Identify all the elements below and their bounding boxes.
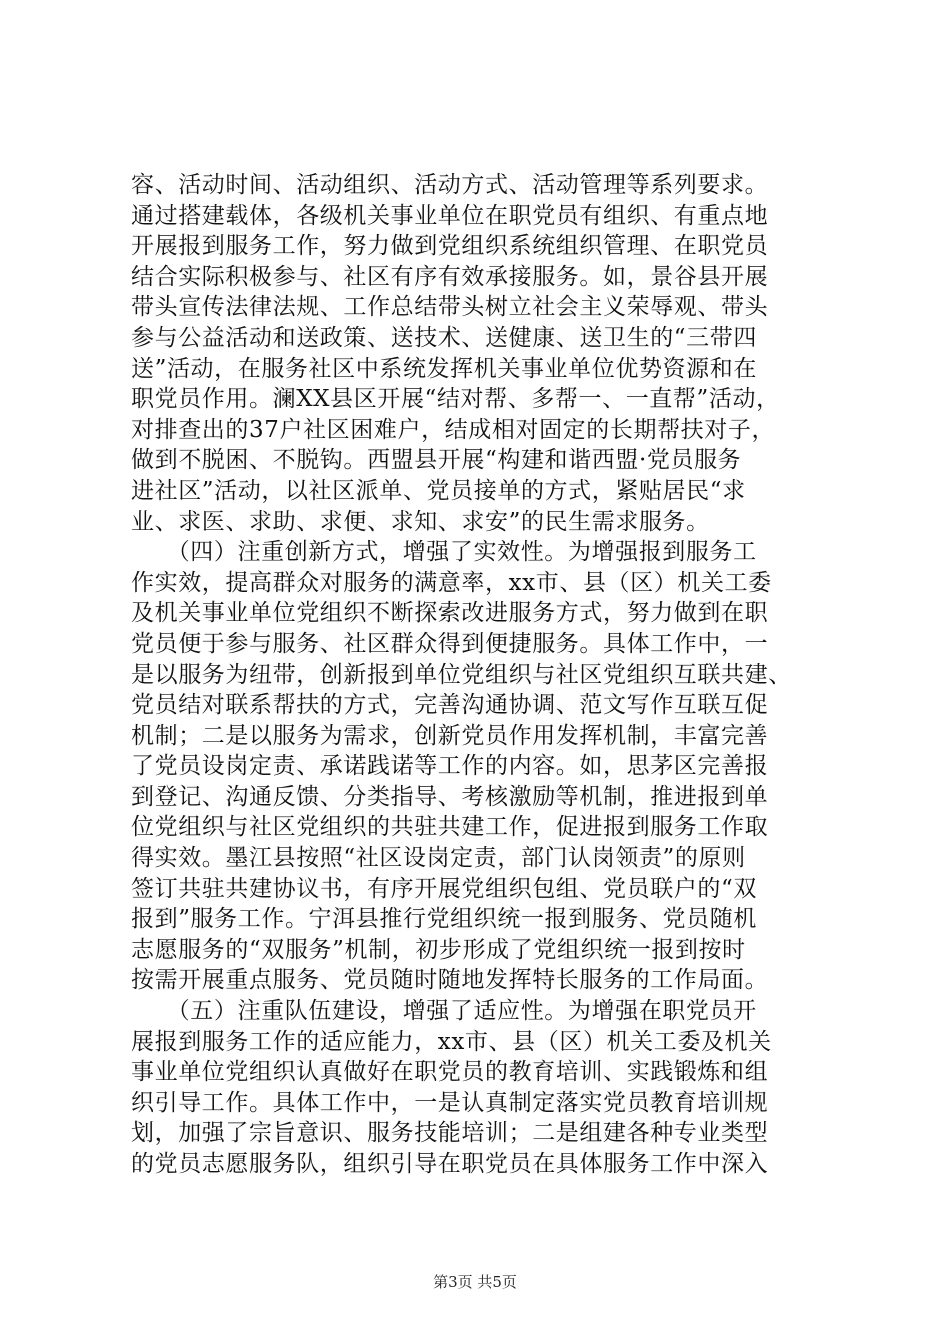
text-line: （四）注重创新方式，增强了实效性。为增强报到服务工 xyxy=(131,539,757,566)
text-line: 的党员志愿服务队，组织引导在职党员在具体服务工作中深入 xyxy=(131,1151,769,1177)
text-line: 职党员作用。澜XX县区开展“结对帮、多帮一、一直帮”活动， xyxy=(131,386,780,413)
text-line: 送”活动，在服务社区中系统发挥机关事业单位优势资源和在 xyxy=(131,355,757,382)
text-line: 带头宣传法律法规、工作总结带头树立社会主义荣辱观、带头 xyxy=(131,294,769,321)
text-line: 报到”服务工作。宁洱县推行党组织统一报到服务、党员随机 xyxy=(131,906,757,933)
text-line: 党员便于参与服务、社区群众得到便捷服务。具体工作中，一 xyxy=(131,630,769,657)
text-line: 划，加强了宗旨意识、服务技能培训；二是组建各种专业类型 xyxy=(131,1120,769,1147)
text-line: 做到不脱困、不脱钩。西盟县开展“构建和谐西盟·党员服务 xyxy=(131,447,742,474)
text-line: 到登记、沟通反馈、分类指导、考核激励等机制，推进报到单 xyxy=(131,783,769,810)
text-line: 机制；二是以服务为需求，创新党员作用发挥机制，丰富完善 xyxy=(131,722,769,749)
text-line: 了党员设岗定责、承诺践诺等工作的内容。如，思茅区完善报 xyxy=(131,753,769,780)
text-line: 结合实际积极参与、社区有序有效承接服务。如，景谷县开展 xyxy=(131,263,769,290)
text-line: 位党组织与社区党组织的共驻共建工作，促进报到服务工作取 xyxy=(131,814,769,841)
text-line: （五）注重队伍建设，增强了适应性。为增强在职党员开 xyxy=(131,998,757,1025)
body-text xyxy=(131,170,831,1180)
text-line: 是以服务为纽带，创新报到单位党组织与社区党组织互联共建、 xyxy=(131,661,792,688)
text-line: 党员结对联系帮扶的方式，完善沟通协调、范文写作互联互促 xyxy=(131,692,769,719)
text-line: 按需开展重点服务、党员随时随地发挥特长服务的工作局面。 xyxy=(131,967,769,994)
text-line: 容、活动时间、活动组织、活动方式、活动管理等系列要求。 xyxy=(131,172,769,198)
text-line: 通过搭建载体，各级机关事业单位在职党员有组织、有重点地 xyxy=(131,202,769,229)
text-line: 志愿服务的“双服务”机制，初步形成了党组织统一报到按时 xyxy=(131,936,746,963)
text-line: 开展报到服务工作，努力做到党组织系统组织管理、在职党员 xyxy=(131,233,769,260)
text-line: 参与公益活动和送政策、送技术、送健康、送卫生的“三带四 xyxy=(131,324,757,351)
text-line: 得实效。墨江县按照“社区设岗定责，部门认岗领责”的原则 xyxy=(131,845,746,872)
text-line: 事业单位党组织认真做好在职党员的教育培训、实践锻炼和组 xyxy=(131,1059,769,1086)
text-line: 展报到服务工作的适应能力，xx市、县（区）机关工委及机关 xyxy=(131,1028,772,1055)
text-line: 签订共驻共建协议书，有序开展党组织包组、党员联户的“双 xyxy=(131,875,757,902)
text-line: 织引导工作。具体工作中，一是认真制定落实党员教育培训规 xyxy=(131,1089,769,1116)
text-line: 作实效，提高群众对服务的满意率，xx市、县（区）机关工委 xyxy=(131,569,772,596)
text-line: 及机关事业单位党组织不断探索改进服务方式，努力做到在职 xyxy=(131,600,769,627)
page-footer: 第3页 共5页 xyxy=(433,1273,517,1291)
text-line: 进社区”活动，以社区派单、党员接单的方式，紧贴居民“求 xyxy=(131,477,746,504)
text-line: 对排查出的37户社区困难户，结成相对固定的长期帮扶对子， xyxy=(131,416,776,443)
text-line: 业、求医、求助、求便、求知、求安”的民生需求服务。 xyxy=(131,508,710,535)
